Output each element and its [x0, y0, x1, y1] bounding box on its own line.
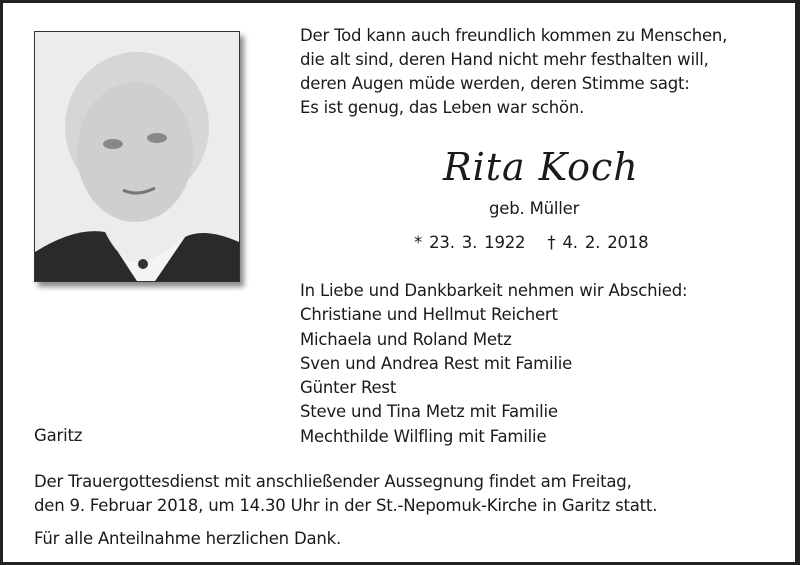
mourners-intro: In Liebe und Dankbarkeit nehmen wir Abschied:: [300, 281, 688, 300]
poem-line: deren Augen müde werden, deren Stimme sagt:: [300, 74, 690, 93]
maiden-name: geb. Müller: [489, 199, 580, 218]
place-name: Garitz: [34, 426, 83, 445]
poem-line: Es ist genug, das Leben war schön.: [300, 98, 585, 117]
mourner-name: Christiane und Hellmut Reichert: [300, 305, 558, 325]
mourner-name: Günter Rest: [300, 378, 397, 398]
birth-date: * 23. 3. 1922: [414, 233, 526, 252]
service-info: [34, 470, 657, 518]
portrait-photo: [34, 31, 240, 282]
mourner-name: Mechthilde Wilfling mit Familie: [300, 426, 547, 446]
mourners-list: [300, 279, 687, 449]
poem: [300, 24, 727, 120]
poem-line: die alt sind, deren Hand nicht mehr festhalten will,: [300, 50, 709, 69]
mourner-name: Sven und Andrea Rest mit Familie: [300, 353, 573, 373]
deceased-name: Rita Koch: [443, 145, 639, 189]
death-date: † 4. 2. 2018: [547, 233, 649, 252]
service-line: den 9. Februar 2018, um 14.30 Uhr in der St.-Nepomuk-Kirche in Garitz statt.: [34, 496, 658, 515]
portrait-photo-icon: [35, 32, 239, 281]
thanks-note: Für alle Anteilnahme herzlichen Dank.: [34, 529, 342, 548]
mourner-name: Steve und Tina Metz mit Familie: [300, 402, 558, 422]
service-line: Der Trauergottesdienst mit anschließender Aussegnung findet am Freitag,: [34, 472, 632, 491]
poem-line: Der Tod kann auch freundlich kommen zu Menschen,: [300, 26, 728, 45]
life-dates: [414, 231, 648, 255]
mourner-name: Michaela und Roland Metz: [300, 329, 512, 349]
